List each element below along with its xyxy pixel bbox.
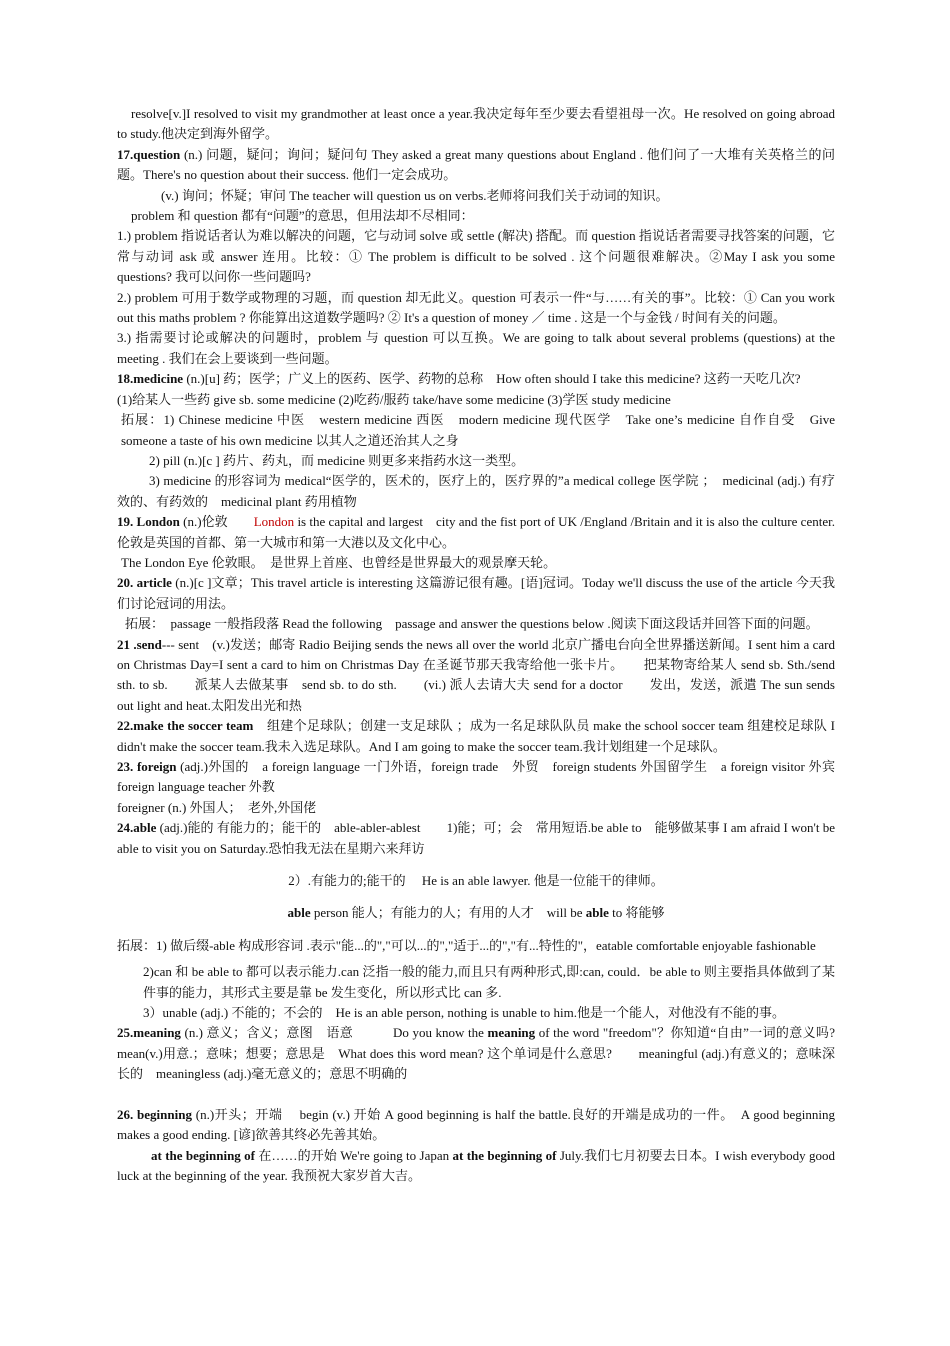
able-extension-3: 3）unable (adj.) 不能的；不会的 He is an able person, nothing is unable to him.他是一个能人，对他没有不能的事。 (143, 1005, 785, 1021)
question-compare-intro: problem 和 question 都有“问题”的意思，但用法却不尽相同： (131, 208, 474, 224)
headword: 22.make the soccer team (117, 718, 254, 734)
entry-send: 21 .send--- sent (v.)发送；邮寄 Radio Beijing sends the news all over the world 北京广播电台向全世界播送新闻。I sent him a card on Christmas Day=I sent a card to him on Christmas Day 在圣诞节那天我寄给他一张卡片。 把某物寄给某人 send sb. Sth./send sth. to sb. 派某人去做某事 send sb. to do sth. (vi.) 派人去请大夫 send for a doctor 发出，发送，派遣 The sun sends out light and heat.太阳发出光和热 (117, 636, 835, 713)
entry-question: 17.question (n.) 问题，疑问；询问；疑问句 They asked a great many questions about England . 他们问了一大堆有关英格兰的问题。There's no question about their success. 他们一定会成功。 (117, 146, 835, 183)
question-compare-1: 1.) problem 指说话者认为难以解决的问题，它与动词 solve 或 settle (解决) 搭配。而 question 指说话者需要寻找答案的问题，它常与动词 ask 或 answer 连用。比较：① The problem is difficult to be solved . 这个问题很难解决。②May I ask you some questions? 我可以问你一些问题吗? (117, 228, 835, 285)
headword: 17.question (117, 146, 181, 162)
able-extension-1: 拓展：1) 做后缀-able 构成形容词 .表示"能...的","可以...的","适于...的","有...特性的"，eatable comfortable enjoyable fashionable (117, 937, 816, 953)
medicine-extension: 拓展：1) Chinese medicine 中医 western medicine 西医 modern medicine 现代医学 Take one’s medicine 自作自受 Give someone a taste of his own medicine 以其人之道还治其人之身 (121, 412, 835, 448)
able-extension-2: 2)can 和 be able to 都可以表示能力.can 泛指一般的能力,而且只有两种形式,即:can, could．be able to 则主要指具体做到了某件事的能力，其形式主要是靠 be 发生变化，所以形式比 can 多. (143, 964, 835, 1000)
document-body (117, 104, 849, 1186)
headword: 24.able (117, 820, 157, 836)
headword: 19. London (117, 514, 180, 530)
entry-make-soccer-team: 22.make the soccer team 组建个足球队；创建一支足球队 ；成为一名足球队队员 make the school soccer team 组建校足球队 I didn't make the soccer team.我未入选足球队。And I am going to make the soccer team.我计划组建一个足球队。 (117, 718, 835, 754)
entry-foreign: 23. foreign (adj.)外国的 a foreign language 一门外语，foreign trade 外贸 foreign students 外国留学生 a foreign visitor 外宾 foreign language teacher 外教 (117, 759, 849, 795)
headword: 18.medicine (117, 371, 184, 387)
question-compare-2: 2.) problem 可用于数学或物理的习题，而 question 却无此义。question 可表示一件“与……有关的事”。比较：① Can you work out this maths problem ? 你能算出这道数学题吗? ② It's a question of money ／ time . 这是一个与金钱 / 时间有关的问题。 (117, 289, 835, 326)
entry-able: 24.able (adj.)能的 有能力的；能干的 able-abler-ablest 1)能；可；会 常用短语.be able to 能够做某事 I am afraid I won't be able to visit you on Saturday.恐怕我无法在星期六来拜访 (117, 820, 835, 856)
medicine-phrases: (1)给某人一些药 give sb. some medicine (2)吃药/服药 take/have some medicine (3)学医 study medicine (117, 391, 671, 407)
question-verb: (v.) 询问；怀疑；审问 The teacher will question us on verbs.老师将问我们关于动词的知识。 (161, 187, 669, 203)
able-phrases: able person 能人；有能力的人；有用的人才 will be able to 将能够 (287, 905, 665, 921)
foreigner: foreigner (n.) 外国人； 老外,外国佬 (117, 799, 317, 815)
able-meaning-2: 2）.有能力的;能干的 He is an able lawyer. 他是一位能干的律师。 (288, 873, 664, 889)
question-compare-3: 3.) 指需要讨论或解决的问题时，problem 与 question 可以互换。We are going to talk about several problems (questions) at the meeting . 我们在会上要谈到一些问题。 (117, 330, 835, 366)
entry-meaning: 25.meaning (n.) 意义；含义；意图 语意 Do you know the meaning of the word "freedom"？你知道“自由”一词的意义吗? mean(v.)用意.；意味；想要；意思是 What does this word mean? 这个单词是什么意思? meaningful (adj.)有意义的；意味深长的 meaningless (adj.)毫无意义的；意思不明确的 (117, 1025, 835, 1082)
headword: 25.meaning (117, 1025, 181, 1041)
headword: 26. beginning (117, 1106, 192, 1122)
beginning-phrase: at the beginning of 在……的开始 We're going to Japan at the beginning of July.我们七月初要去日本。I wish everybody good luck at the beginning of the year. 我预祝大家岁首大吉。 (117, 1147, 836, 1183)
paragraph-resolve: resolve[v.]I resolved to visit my grandmother at least once a year.我决定每年至少要去看望祖母一次。He resolved on going abroad to study.他决定到海外留学。 (117, 106, 835, 142)
london-highlight: London (253, 514, 295, 530)
headword: 21 .send (117, 636, 162, 652)
headword: 23. foreign (117, 759, 177, 774)
entry-london: 19. London (n.)伦敦 London is the capital and largest city and the fist port of UK /England /Britain and it is also the culture center. 伦敦是英国的首都、第一大城市和第一大港以及文化中心。 (117, 514, 835, 550)
entry-beginning: 26. beginning (n.)开头；开端 begin (v.) 开始 A good beginning is half the battle.良好的开端是成功的一件。 A good beginning makes a good ending. [谚]欲善其终必先善其始。 (117, 1106, 835, 1143)
entry-article: 20. article (n.)[c ]文章；This travel article is interesting 这篇游记很有趣。[语]冠词。Today we'll discuss the use of the article 今天我们讨论冠词的用法。 (117, 575, 835, 611)
medicine-pill: 2) pill (n.)[c ] 药片、药丸，而 medicine 则更多来指药水这一类型。 (149, 452, 525, 468)
article-extension: 拓展： passage 一般指段落 Read the following passage and answer the questions below .阅读下面这段话并回答下面的问题。 (125, 616, 819, 632)
headword: 20. article (117, 575, 172, 591)
medicine-adjective: 3) medicine 的形容词为 medical“医学的，医术的，医疗上的，医疗界的”a medical college 医学院 ； medicinal (adj.) 有疗效的、有药效的 medicinal plant 药用植物 (117, 473, 835, 509)
entry-medicine: 18.medicine (n.)[u] 药；医学；广义上的医药、医学、药物的总称 How often should I take this medicine? 这药一天吃几次? (117, 371, 801, 387)
london-eye: The London Eye 伦敦眼。 是世界上首座、也曾经是世界最大的观景摩天轮。 (121, 554, 557, 570)
